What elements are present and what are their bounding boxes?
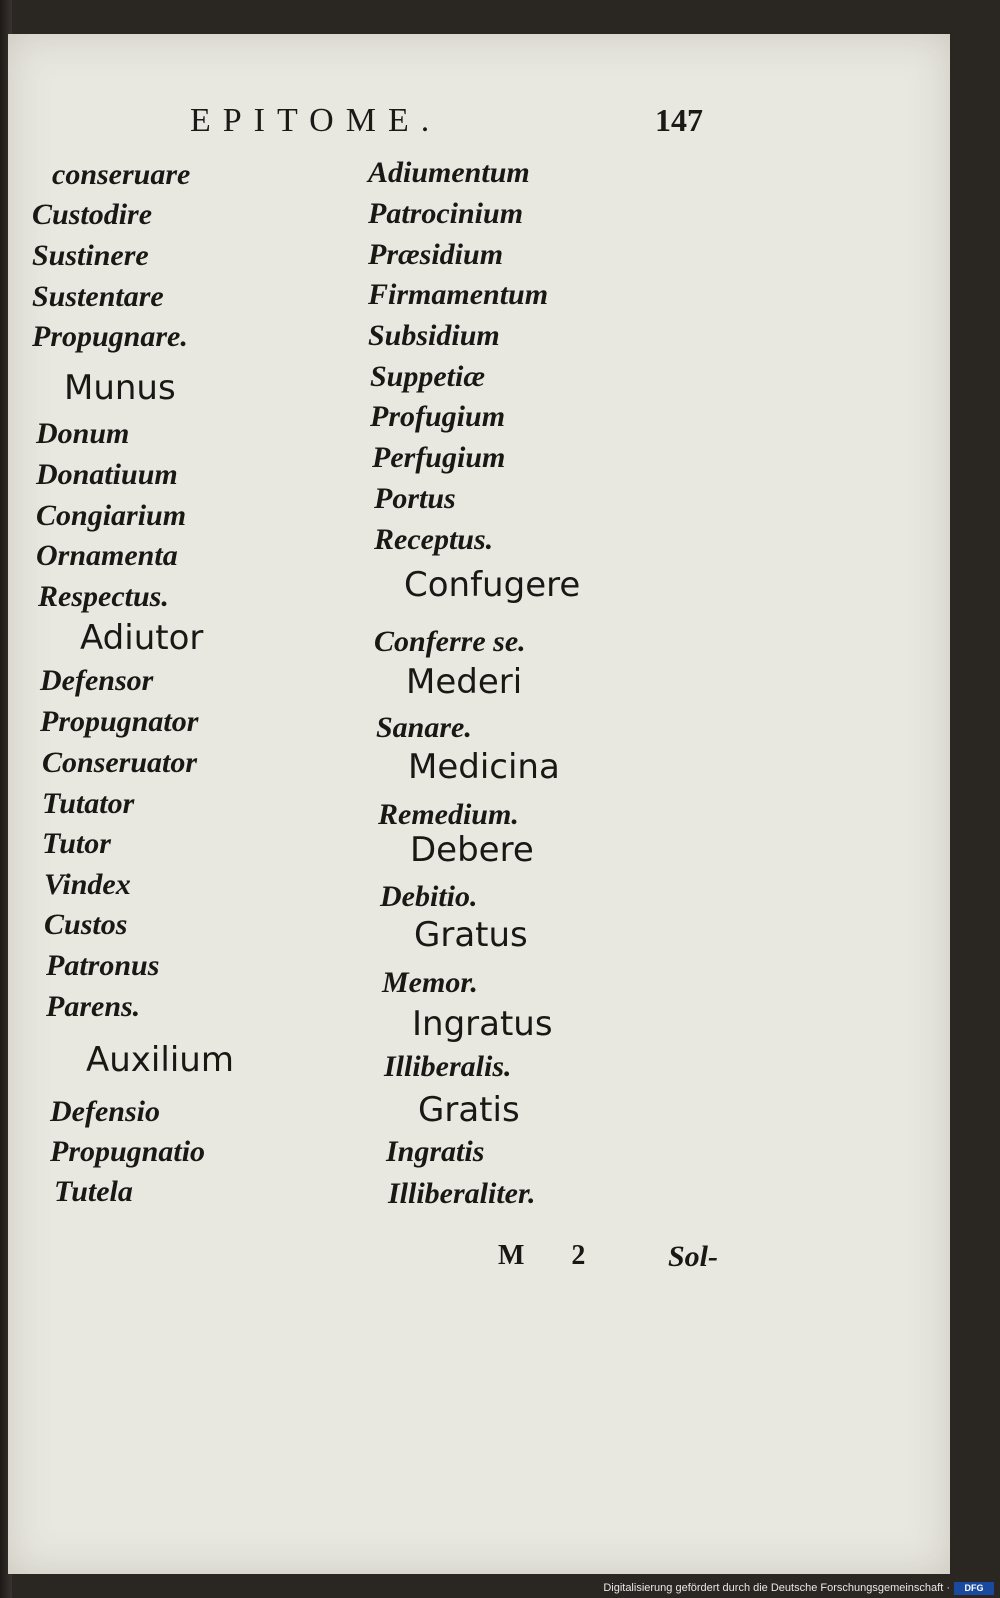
left-column-entry: Donum [36,417,130,450]
dfg-logo: DFG [954,1582,994,1595]
left-column-entry: conseruare [52,158,191,191]
left-column-entry: Vindex [44,868,131,901]
right-column-heading: Medicina [408,747,560,787]
left-column-entry: Respectus. [38,580,169,613]
page-number: 147 [655,102,703,138]
right-column-entry: Debitio. [380,880,478,913]
left-column-entry: Sustentare [32,280,164,313]
right-column-heading: Debere [410,830,534,870]
left-column-entry: Sustinere [32,239,149,272]
right-column-entry: Firmamentum [368,278,549,311]
right-column-entry: Ingratis [386,1135,485,1168]
right-column-heading: Gratus [414,915,528,955]
page-edge [950,34,1000,1574]
digitization-credit: Digitalisierung gefördert durch die Deutsche Forschungsgemeinschaft · [603,1582,950,1594]
right-column-entry: Subsidium [368,319,500,352]
left-column-entry: Tutor [42,827,111,860]
right-column-entry: Remedium. [378,798,519,831]
right-column-heading: Confugere [404,565,581,605]
right-column-entry: Præsidium [368,238,504,271]
right-column-heading: Mederi [406,662,523,702]
left-column-entry: Patronus [46,949,160,982]
left-column-entry: Propugnatio [50,1135,206,1168]
left-column-heading: Adiutor [80,618,204,658]
running-head: EPITOME. [190,102,442,139]
left-column-entry: Parens. [46,990,141,1023]
right-column-entry: Portus [374,482,456,515]
left-column-entry: Propugnator [40,705,199,738]
left-column-heading: Munus [64,368,176,408]
left-column-entry: Tutator [42,787,135,820]
left-column-entry: Defensio [50,1095,160,1128]
right-column-entry: Conferre se. [374,625,526,658]
left-column-entry: Custos [44,908,128,941]
left-column-entry: Ornamenta [36,539,178,572]
right-column-entry: Illiberalis. [384,1050,512,1083]
left-column-entry: Congiarium [36,499,187,532]
right-column-entry: Adiumentum [368,156,530,189]
right-column-entry: Memor. [382,966,478,999]
right-column-entry: Perfugium [372,441,506,474]
left-column-entry: Tutela [54,1175,133,1208]
right-column-entry: Sanare. [376,711,472,744]
left-column-entry: Conseruator [42,746,198,779]
left-column-entry: Custodire [32,198,153,231]
left-column-entry: Propugnare. [32,320,188,353]
left-column-entry: Donatiuum [36,458,178,491]
signature-mark: M 2 [498,1240,606,1271]
catchword: Sol- [668,1240,719,1273]
right-column-entry: Suppetiæ [370,360,486,393]
right-column-entry: Receptus. [374,523,494,556]
left-column-heading: Auxilium [86,1040,234,1080]
right-column-entry: Patrocinium [368,197,524,230]
right-column-entry: Profugium [370,400,506,433]
right-column-heading: Ingratus [412,1004,553,1044]
left-column-entry: Defensor [40,664,154,697]
right-column-entry: Illiberaliter. [388,1177,536,1210]
right-column-heading: Gratis [418,1090,520,1130]
